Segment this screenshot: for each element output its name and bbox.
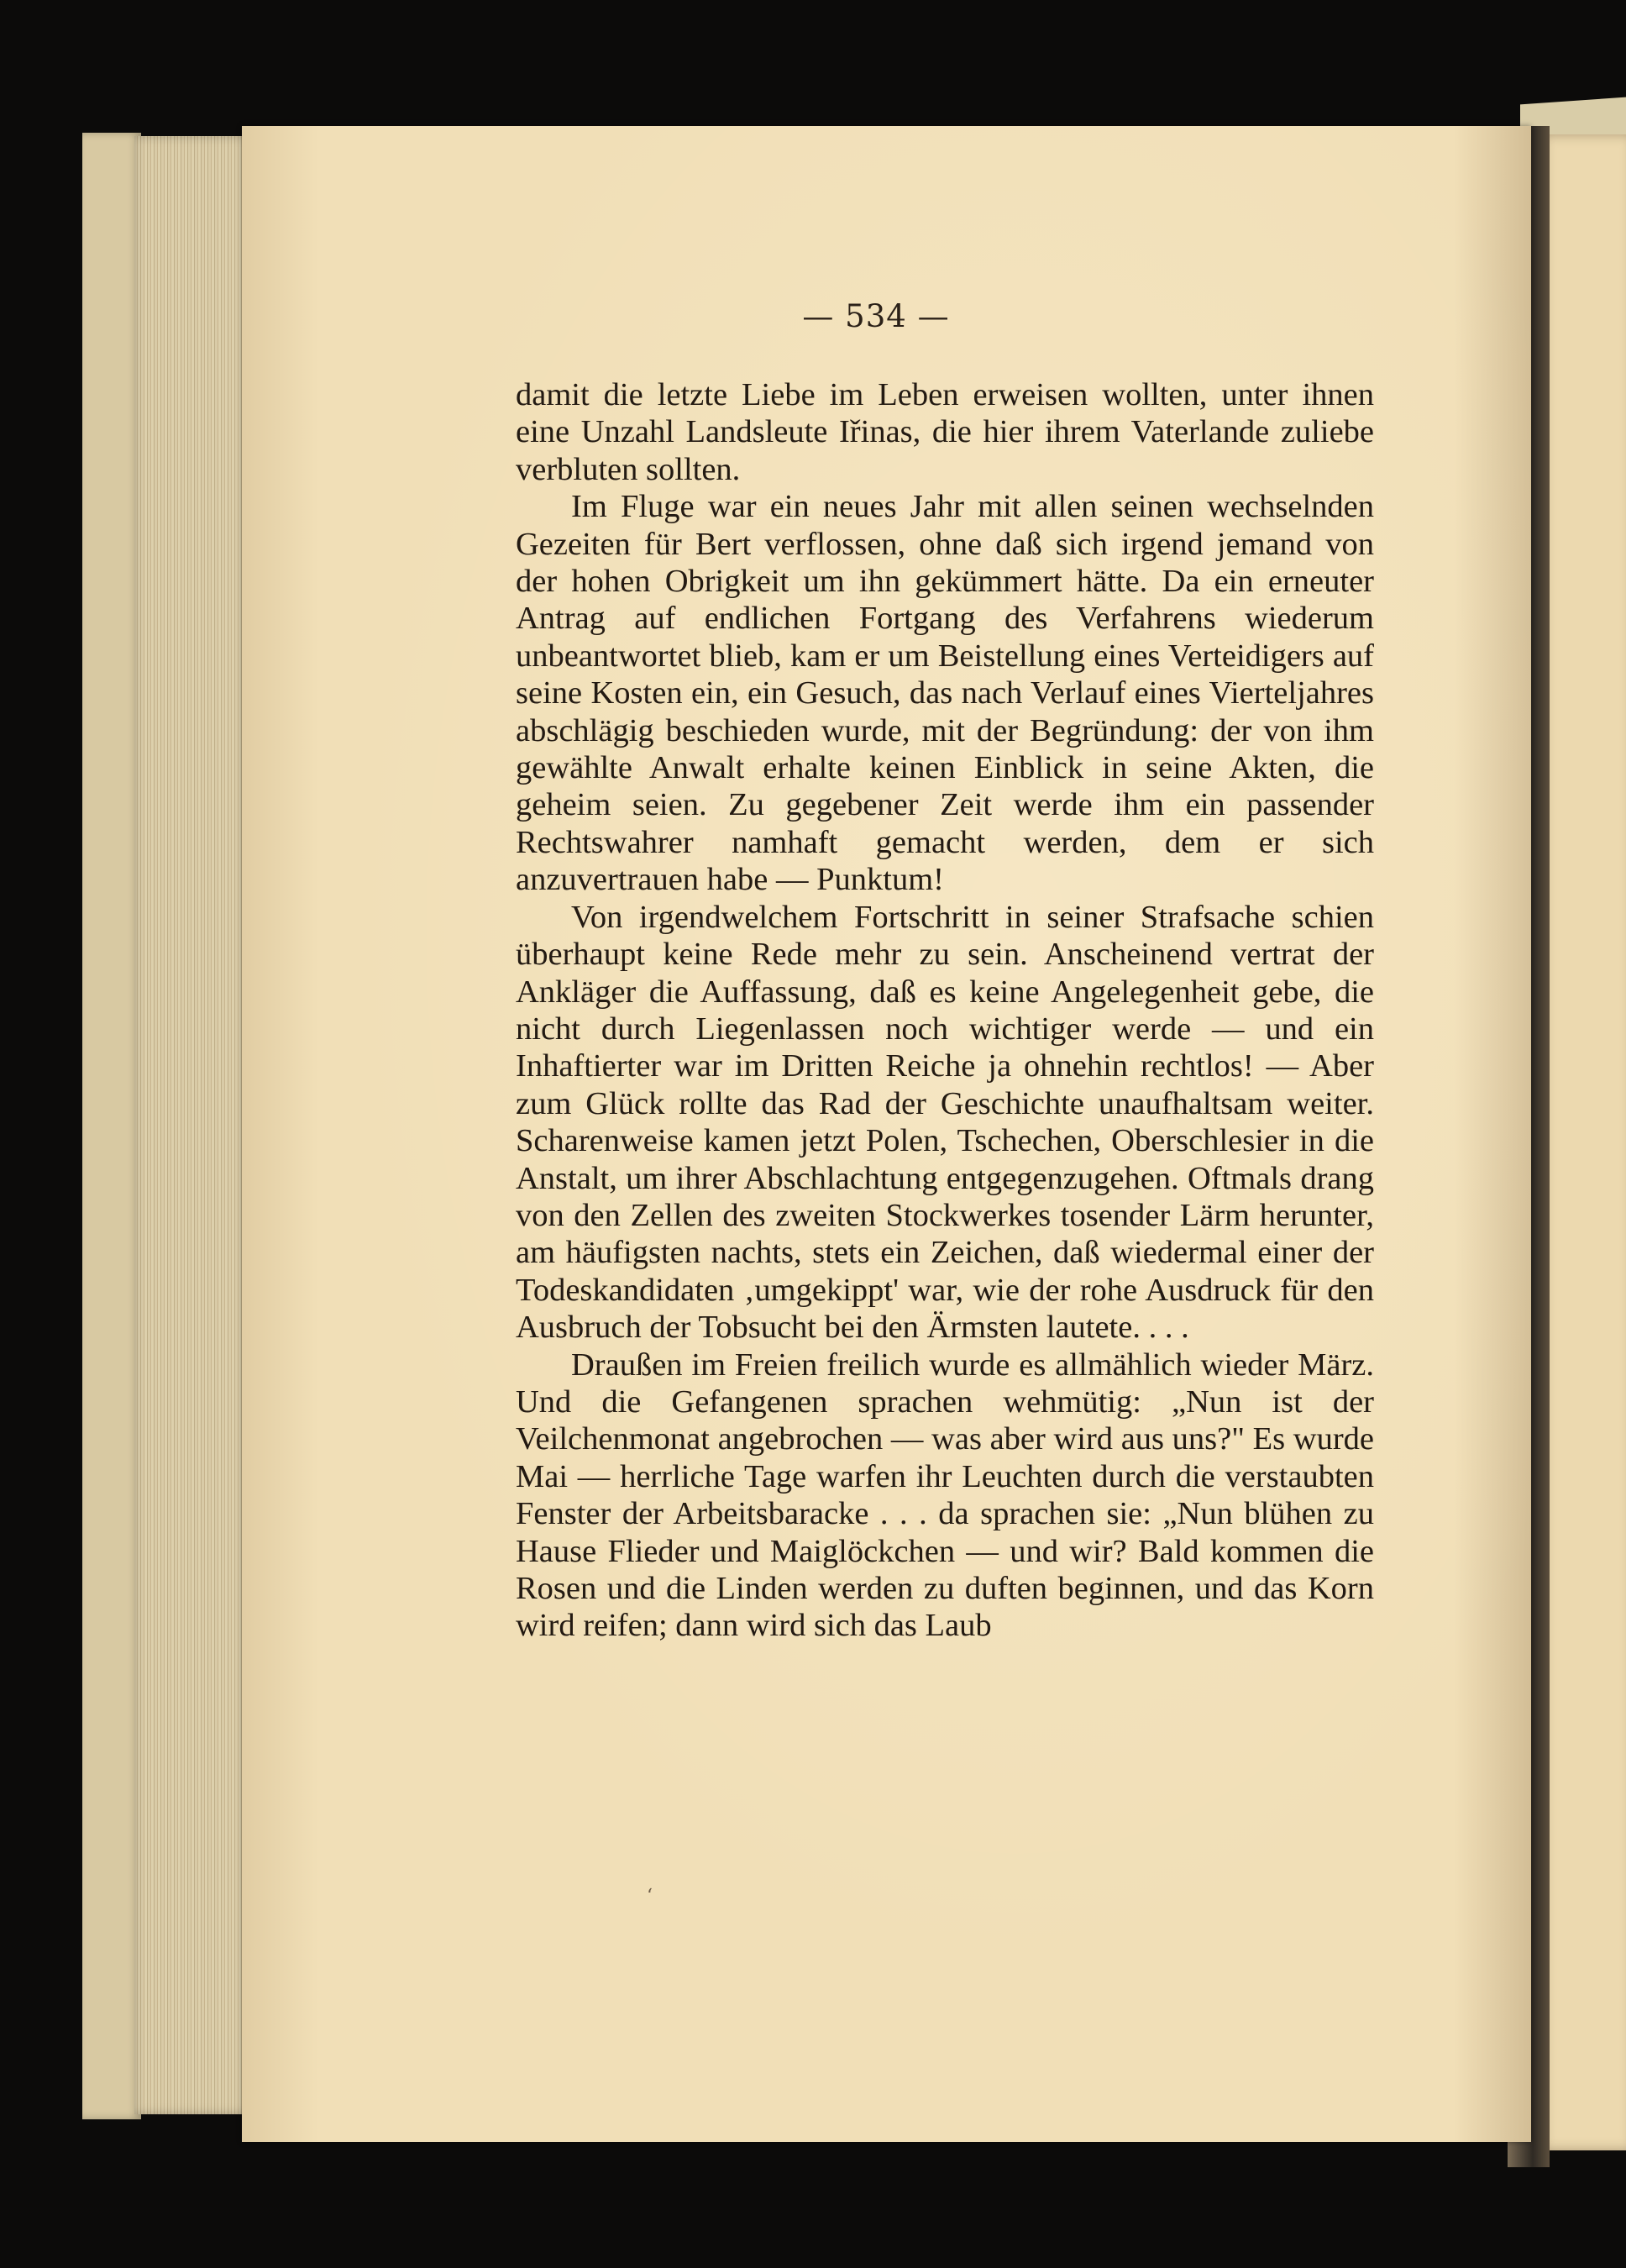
ink-speck: ʻ xyxy=(647,1886,653,1907)
book-cover-edge xyxy=(82,133,141,2119)
paragraph-2: Im Fluge war ein neues Jahr mit allen seinen wechselnden Gezeiten für Bert verflossen, ohne daß sich irgend jemand von der hohen Obrigkeit um ihn gekümmert hätte. Da ein erneuter Antrag auf endlichen Fortgang des Verfahrens wiederum unbeantwortet blieb, kam er um Beistellung eines Verteidigers auf seine Kosten ein, ein Gesuch, das nach Verlauf eines Vierteljahres abschlägig beschieden wurde, mit der Begründung: der von ihm gewählte Anwalt erhalte keinen Einblick in seine Akten, die geheim seien. Zu gegebener Zeit werde ihm ein passender Rechtswahrer namhaft gemacht werden, dem er sich anzuvertrauen habe — Punktum! xyxy=(516,489,1374,898)
next-page-edge xyxy=(1537,134,1626,2150)
page-number xyxy=(0,298,1626,334)
paragraph-1: damit die letzte Liebe im Leben erweisen wollten, unter ihnen eine Unzahl Landsleute Iřinas, die hier ihrem Vaterlande zuliebe verbluten sollten. xyxy=(516,377,1374,487)
page-text xyxy=(516,376,1374,1645)
paragraph-4: Draußen im Freien freilich wurde es allmählich wieder März. Und die Gefangenen sprachen wehmütig: „Nun ist der Veilchenmonat angebrochen — was aber wird aus uns?" Es wurde Mai — herrliche Tage warfen ihr Leuchten durch die verstaubten Fenster der Arbeitsbaracke . . . da sprachen sie: „Nun blühen zu Hause Flieder und Maiglöckchen — und wir? Bald kommen die Rosen und die Linden werden zu duften beginnen, und das Korn wird reifen; dann wird sich das Laub xyxy=(516,1347,1374,1644)
page-number-text: — 534 — xyxy=(802,298,950,334)
paragraph-3: Von irgendwelchem Fortschritt in seiner Strafsache schien überhaupt keine Rede mehr zu sein. Anscheinend vertrat der Ankläger die Auffassung, daß es keine Angelegenheit gebe, die nicht durch Liegenlassen noch wichtiger werde — und ein Inhaftierter war im Dritten Reiche ja ohnehin rechtlos! — Aber zum Glück rollte das Rad der Geschichte unaufhaltsam weiter. Scharenweise kamen jetzt Polen, Tschechen, Oberschlesier in die Anstalt, um ihrer Abschlachtung entgegenzugehen. Oftmals drang von den Zellen des zweiten Stockwerkes tosender Lärm herunter, am häufigsten nachts, stets ein Zeichen, daß wiedermal einer der Todeskandidaten ‚umgekippt' war, wie der rohe Ausdruck für den Ausbruch der Tobsucht bei den Ärmsten lautete. . . . xyxy=(516,899,1374,1346)
